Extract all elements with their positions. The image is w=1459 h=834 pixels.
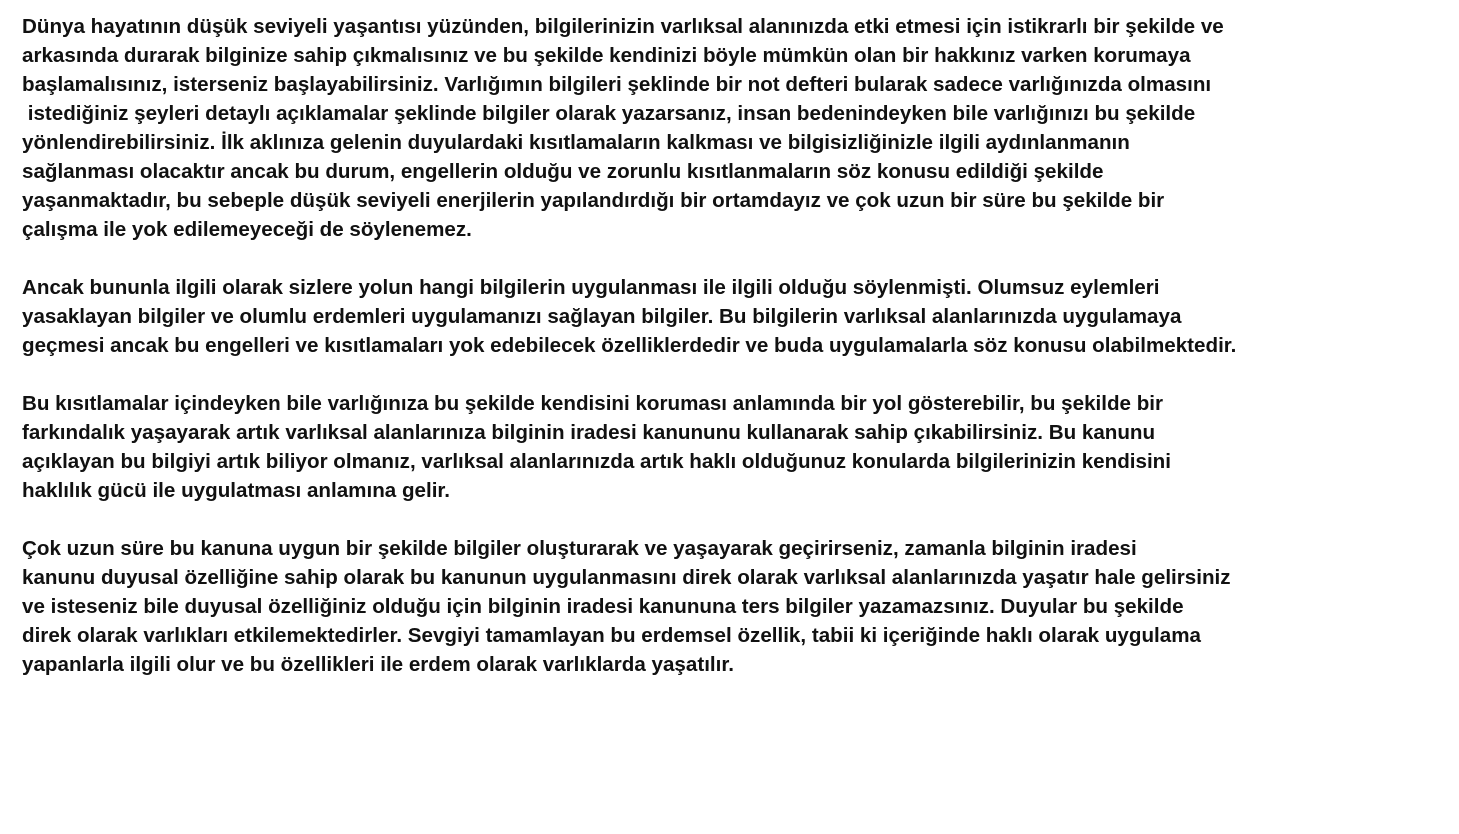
text-line: arkasında durarak bilginize sahip çıkmalısınız ve bu şekilde kendinizi böyle mümkün olan bir hakkınız varken korumaya: [22, 44, 1191, 67]
paragraph-2: [22, 273, 1452, 360]
text-line: yönlendirebilirsiniz. İlk aklınıza gelenin duyulardaki kısıtlamaların kalkması ve bilgisizliğinizle ilgili aydınlanmanın: [22, 131, 1130, 154]
text-line: kanunu duyusal özelliğine sahip olarak bu kanunun uygulanmasını direk olarak varlıksal alanlarınızda yaşatır hale gelirsiniz: [22, 566, 1231, 589]
text-line: başlamalısınız, isterseniz başlayabilirsiniz. Varlığımın bilgileri şeklinde bir not defteri bularak sadece varlığınızda olmasını: [22, 73, 1212, 96]
text-line: ve isteseniz bile duyusal özelliğiniz olduğu için bilginin iradesi kanununa ters bilgiler yazamazsınız. Duyular bu şekilde: [22, 595, 1184, 618]
text-line: sağlanması olacaktır ancak bu durum, engellerin olduğu ve zorunlu kısıtlanmaların söz konusu edildiği şekilde: [22, 160, 1104, 183]
text-line: Ancak bununla ilgili olarak sizlere yolun hangi bilgilerin uygulanması ile ilgili olduğu söylenmişti. Olumsuz eylemleri: [22, 276, 1160, 299]
text-line: Çok uzun süre bu kanuna uygun bir şekilde bilgiler oluşturarak ve yaşayarak geçirirseniz, zamanla bilginin iradesi: [22, 537, 1137, 560]
text-line: geçmesi ancak bu engelleri ve kısıtlamaları yok edebilecek özelliklerdedir ve buda uygulamalarla söz konusu olabilmektedir.: [22, 334, 1237, 357]
text-line: farkındalık yaşayarak artık varlıksal alanlarınıza bilginin iradesi kanununu kullanarak sahip çıkabilirsiniz. Bu kanunu: [22, 421, 1156, 444]
text-line: Bu kısıtlamalar içindeyken bile varlığınıza bu şekilde kendisini koruması anlamında bir yol gösterebilir, bu şekilde bir: [22, 392, 1164, 415]
text-line: yasaklayan bilgiler ve olumlu erdemleri uygulamanızı sağlayan bilgiler. Bu bilgilerin varlıksal alanlarınızda uygulamaya: [22, 305, 1182, 328]
text-line: yaşanmaktadır, bu sebeple düşük seviyeli enerjilerin yapılandırdığı bir ortamdayız ve çok uzun bir süre bu şekilde bir: [22, 189, 1165, 212]
document-body: [22, 12, 1452, 708]
text-line: açıklayan bu bilgiyi artık biliyor olmanız, varlıksal alanlarınızda artık haklı olduğunuz konularda bilgilerinizin kendisini: [22, 450, 1171, 473]
text-line: istediğiniz şeyleri detaylı açıklamalar şeklinde bilgiler olarak yazarsanız, insan bedenindeyken bile varlığınızı bu şekilde: [22, 102, 1196, 125]
text-line: çalışma ile yok edilemeyeceği de söylenemez.: [22, 218, 472, 241]
text-line: yapanlarla ilgili olur ve bu özellikleri ile erdem olarak varlıklarda yaşatılır.: [22, 653, 734, 676]
text-line: Dünya hayatının düşük seviyeli yaşantısı yüzünden, bilgilerinizin varlıksal alanınızda etki etmesi için istikrarlı bir şekilde ve: [22, 15, 1224, 38]
paragraph-4: [22, 534, 1452, 679]
paragraph-3: [22, 389, 1452, 505]
paragraph-1: [22, 12, 1452, 244]
text-line: direk olarak varlıkları etkilemektedirler. Sevgiyi tamamlayan bu erdemsel özellik, tabii ki içeriğinde haklı olarak uygulama: [22, 624, 1201, 647]
text-line: haklılık gücü ile uygulatması anlamına gelir.: [22, 479, 451, 502]
